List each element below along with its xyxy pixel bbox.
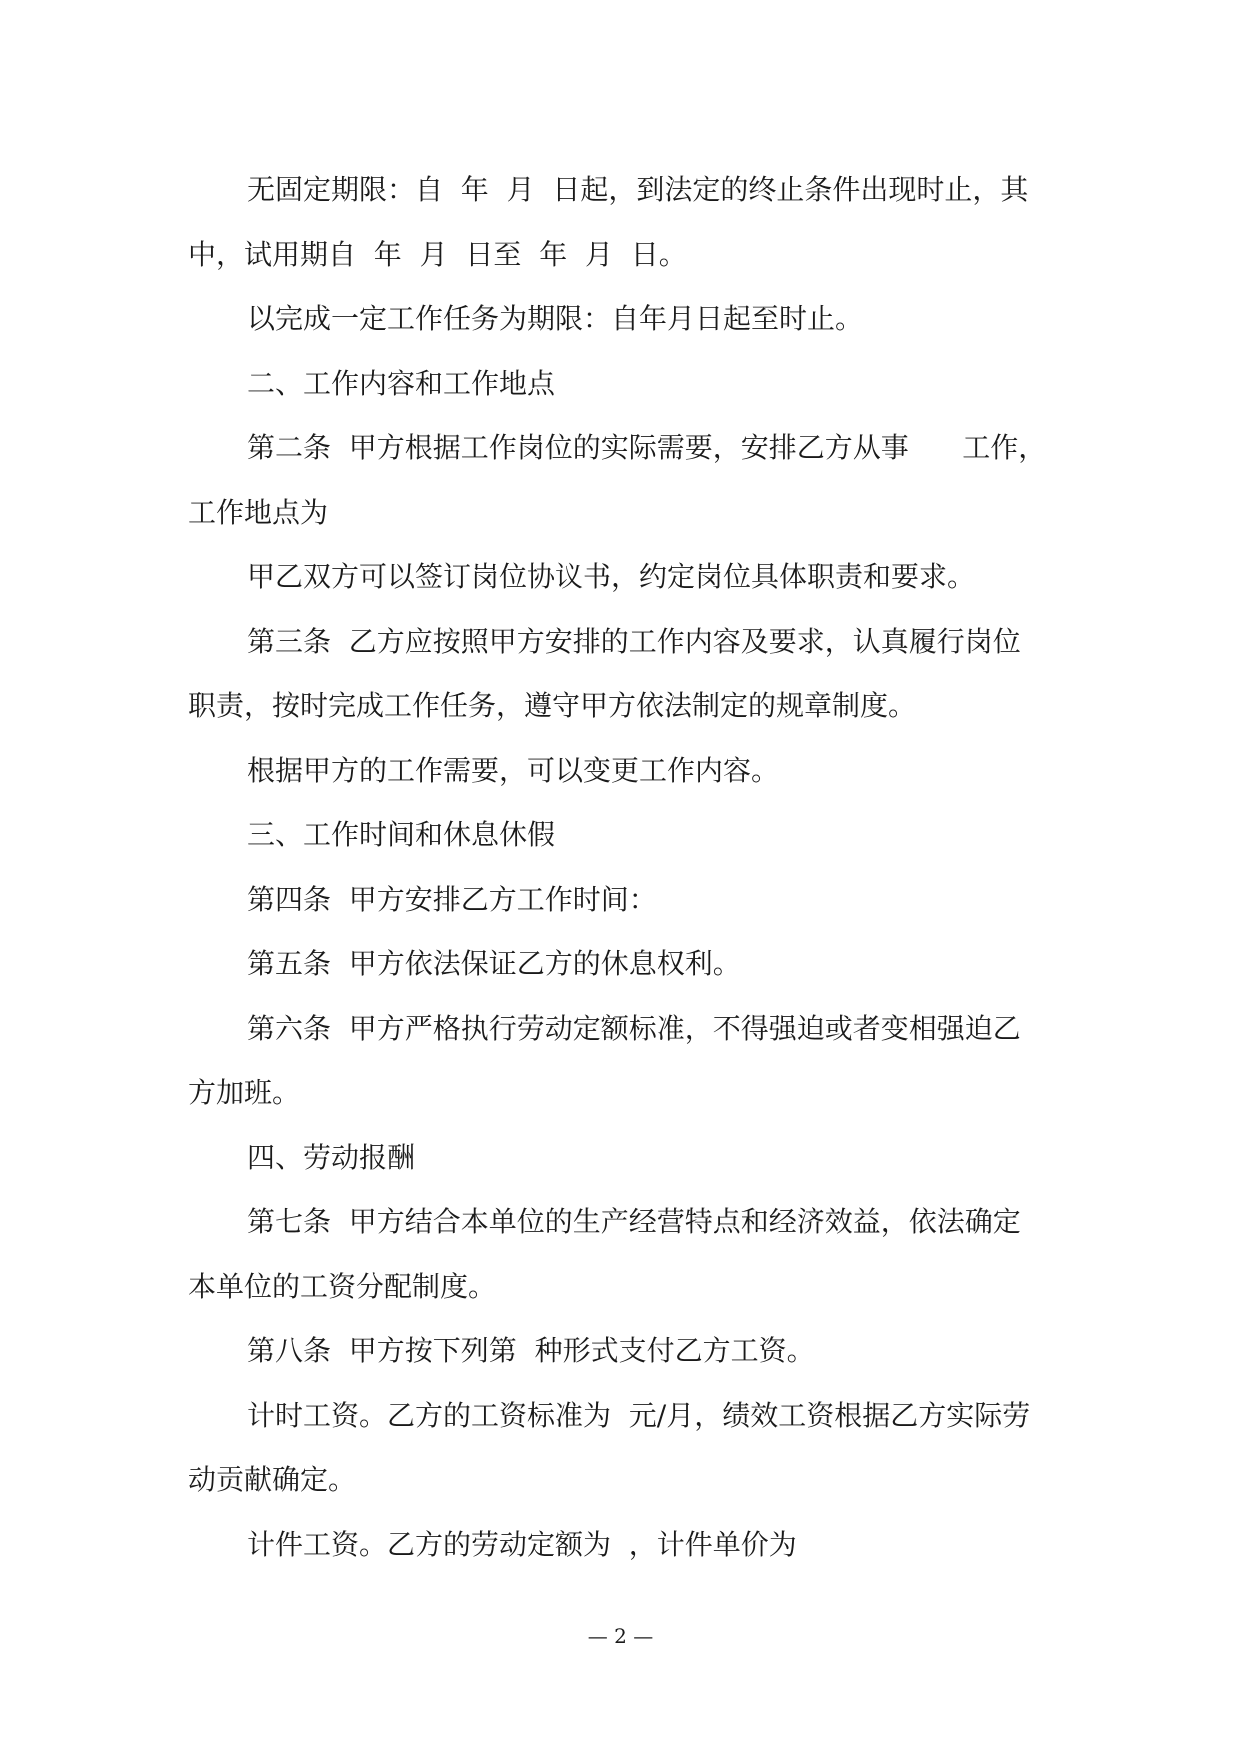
- page-number: — 2 —: [587, 1624, 654, 1648]
- paragraph-line: 中，试用期自 年 月 日至 年 月 日。: [188, 237, 687, 271]
- paragraph-line: 职责，按时完成工作任务，遵守甲方依法制定的规章制度。: [188, 689, 917, 722]
- paragraph-line: 以完成一定工作任务为期限：自年月日起至时止。: [247, 302, 864, 335]
- paragraph-line: 工作地点为: [188, 495, 329, 529]
- paragraph-line: 第五条 甲方依法保证乙方的休息权利。: [247, 947, 741, 980]
- paragraph-line: 第二条 甲方根据工作岗位的实际需要，安排乙方从事 工作，: [247, 431, 1047, 464]
- section-heading: 四、劳动报酬: [247, 1140, 416, 1174]
- paragraph-line: 第七条 甲方结合本单位的生产经营特点和经济效益，依法确定: [247, 1205, 1021, 1238]
- paragraph-line: 第八条 甲方按下列第 种形式支付乙方工资。: [247, 1334, 815, 1367]
- paragraph-line: 第六条 甲方严格执行劳动定额标准，不得强迫或者变相强迫乙: [247, 1011, 1021, 1045]
- paragraph-line: 根据甲方的工作需要，可以变更工作内容。: [247, 753, 780, 787]
- paragraph-line: 本单位的工资分配制度。: [188, 1269, 497, 1303]
- paragraph-line: 计件工资。乙方的劳动定额为 ，计件单价为: [247, 1527, 797, 1561]
- paragraph-line: 动贡献确定。: [188, 1463, 357, 1496]
- section-heading: 二、工作内容和工作地点: [247, 366, 556, 400]
- paragraph-line: 无固定期限：自 年 月 日起，到法定的终止条件出现时止，其: [247, 173, 1029, 206]
- document-body: [188, 158, 1058, 1577]
- paragraph-line: 第四条 甲方安排乙方工作时间：: [247, 882, 657, 916]
- paragraph-line: 方加班。: [188, 1076, 301, 1109]
- section-heading: 三、工作时间和休息休假: [247, 818, 556, 851]
- paragraph-line: 第三条 乙方应按照甲方安排的工作内容及要求，认真履行岗位: [247, 624, 1021, 658]
- paragraph-line: 甲乙双方可以签订岗位协议书，约定岗位具体职责和要求。: [247, 560, 976, 593]
- paragraph-line: 计时工资。乙方的工资标准为 元/月，绩效工资根据乙方实际劳: [247, 1398, 1031, 1432]
